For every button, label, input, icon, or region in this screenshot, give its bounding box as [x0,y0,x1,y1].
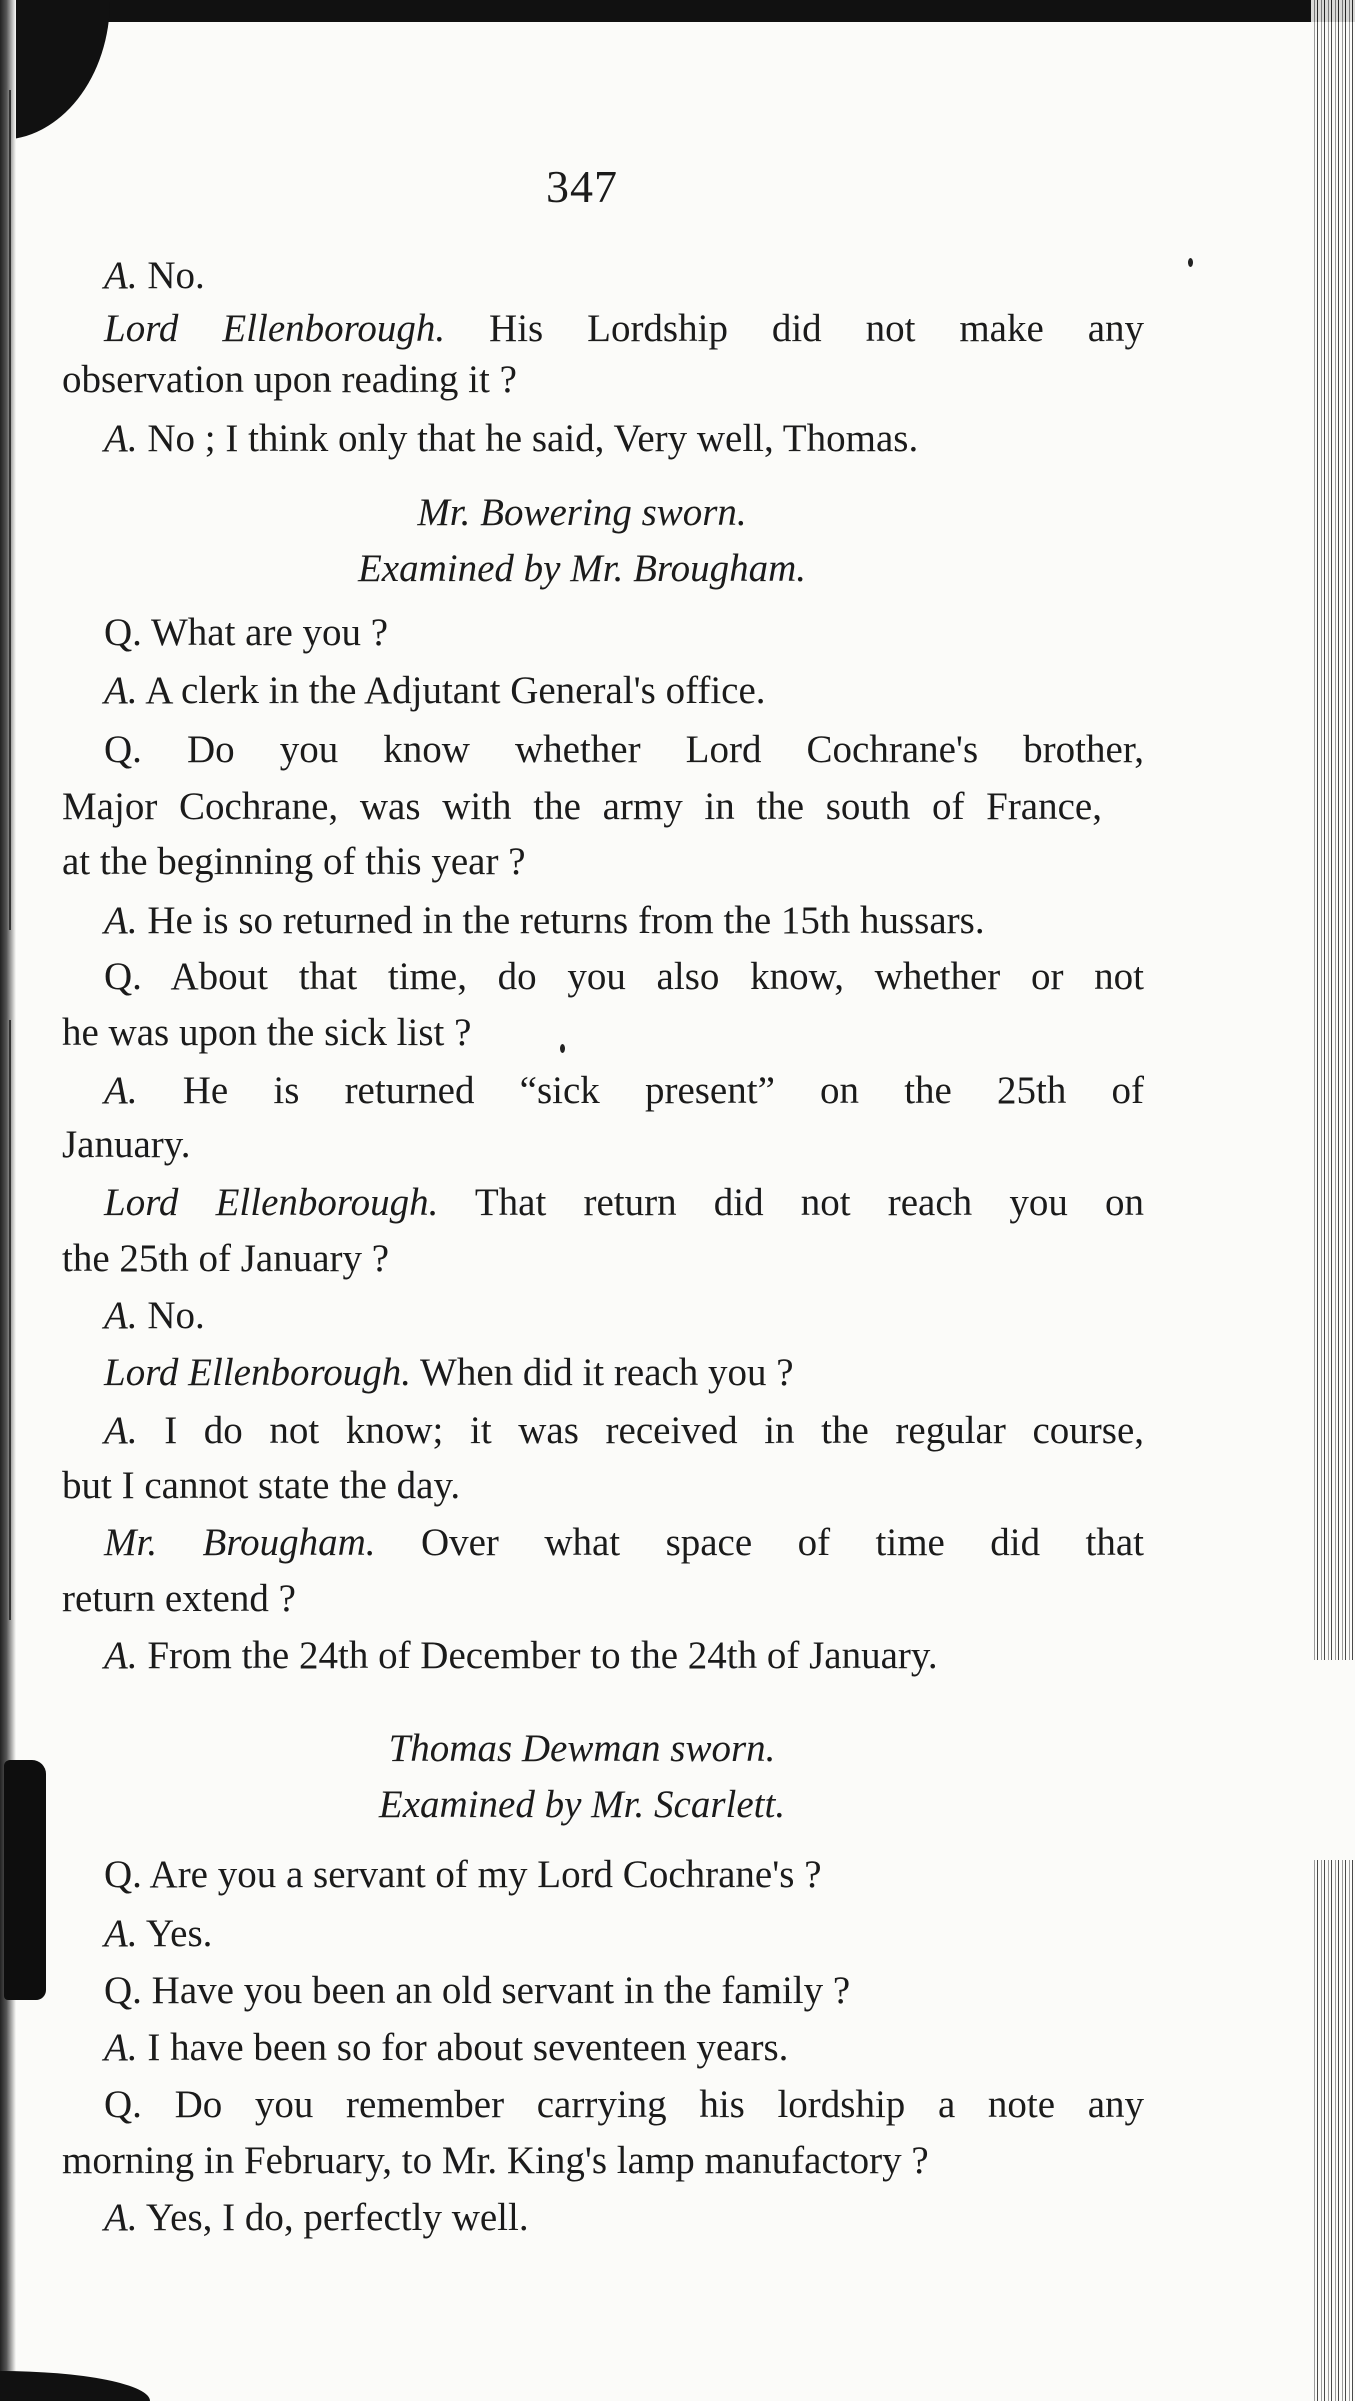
text-line [62,839,1102,885]
line-text: at the beginning of this year ? [62,840,526,883]
line-text: He is returned “sick present” on the 25th of [182,1069,1145,1112]
speaker: A. [104,1912,138,1955]
line-text: That return did not reach you on [474,1181,1144,1224]
text-line [62,1520,1144,1566]
line-text: A clerk in the Adjutant General's office. [145,669,766,712]
speaker: Q. [104,611,142,654]
speaker: Q. [104,1969,142,2012]
page-stack-edge [1311,0,1355,2401]
text-line [62,1122,1102,1168]
text-line [62,1010,1102,1056]
line-text: Major Cochrane, was with the army in the south of France, [62,785,1102,828]
speaker: A. [104,417,138,460]
scan-corner-shadow [0,0,110,140]
line-text: His Lordship did not make any [489,307,1144,350]
line-text: I have been so for about seventeen years. [147,2026,789,2069]
line-text: From the 24th of December to the 24th of January. [147,1634,938,1677]
examined-by-heading: Examined by Mr. Brougham. [357,547,807,590]
line-text: the 25th of January ? [62,1237,390,1280]
speaker: A. [104,2026,138,2069]
line-text: What are you ? [150,611,389,654]
text-line [62,1236,1102,1282]
text-line [62,1968,1144,2014]
speaker: A. [104,1634,138,1677]
line-text: return extend ? [62,1577,296,1620]
witness-sworn-heading: Mr. Bowering sworn. [417,491,747,534]
line-text: Do you know whether Lord Cochrane's brother, [186,728,1144,771]
text-line [62,1633,1144,1679]
text-line [62,1293,1144,1339]
scan-bottom-corner [0,2371,150,2401]
line-text: Over what space of time did that [420,1521,1145,1564]
examined-by-heading: Examined by Mr. Scarlett. [378,1783,786,1826]
speaker: A. [104,254,138,297]
scan-top-edge [0,0,1355,22]
text-line [62,784,1102,830]
witness-sworn-heading: Thomas Dewman sworn. [388,1727,776,1770]
text-line [62,727,1144,773]
line-text: Yes. [145,1912,213,1955]
text-line [62,357,1102,403]
text-line [62,253,1144,299]
line-text: No ; I think only that he said, Very well, Thomas. [147,417,919,460]
text-line [62,416,1144,462]
text-line [62,1911,1144,1957]
page-stack-gap [1311,1660,1355,1860]
line-text: Yes, I do, perfectly well. [145,2196,529,2239]
margin-rule [9,90,11,930]
text-line [62,2025,1144,2071]
text-line [62,1576,1102,1622]
text-line [62,954,1144,1000]
speaker: Q. [104,955,142,998]
text-line [62,1180,1144,1226]
margin-rule [9,1020,11,1620]
speaker: A. [104,1409,138,1452]
text-line [62,2082,1144,2128]
line-text: He is so returned in the returns from the 15th hussars. [147,899,985,942]
line-text: morning in February, to Mr. King's lamp manufactory ? [62,2139,929,2182]
speaker: Mr. Brougham. [104,1521,376,1564]
line-text: Are you a servant of my Lord Cochrane's ? [149,1853,822,1896]
ink-speck [1188,258,1193,267]
line-text: About that time, do you also know, whether or not [170,955,1144,998]
line-text: January. [62,1123,191,1166]
line-text: No. [147,1294,205,1337]
line-text: Do you remember carrying his lordship a note any [174,2083,1145,2126]
text-line [62,1408,1144,1454]
text-line [62,1350,1144,1396]
line-text: but I cannot state the day. [62,1464,461,1507]
text-line [62,1852,1144,1898]
line-text: I do not know; it was received in the regular course, [164,1409,1145,1452]
scan-left-edge [0,0,16,2401]
speaker: Q. [104,728,142,771]
line-text: he was upon the sick list ? [62,1011,472,1054]
line-text: Have you been an old servant in the family ? [151,1969,851,2012]
text-line [62,2138,1102,2184]
speaker: A. [104,669,138,712]
text-line [62,668,1144,714]
text-line [62,898,1144,944]
speaker: A. [104,899,138,942]
text-line [62,1463,1102,1509]
speaker: A. [104,2196,138,2239]
text-line [62,306,1144,352]
speaker: Lord Ellenborough. [104,307,446,350]
binding-shadow [4,1760,46,2000]
line-text: observation upon reading it ? [62,358,517,401]
speaker: Q. [104,2083,142,2126]
page-number: 347 [546,161,618,212]
speaker: A. [104,1069,138,1112]
speaker: Lord Ellenborough. [104,1181,439,1224]
text-line [62,1068,1144,1114]
speaker: Lord Ellenborough. [104,1351,411,1394]
text-line [62,2195,1144,2241]
line-text: No. [147,254,205,297]
speaker: A. [104,1294,138,1337]
speaker: Q. [104,1853,142,1896]
line-text: When did it reach you ? [420,1351,794,1394]
text-line [62,610,1144,656]
